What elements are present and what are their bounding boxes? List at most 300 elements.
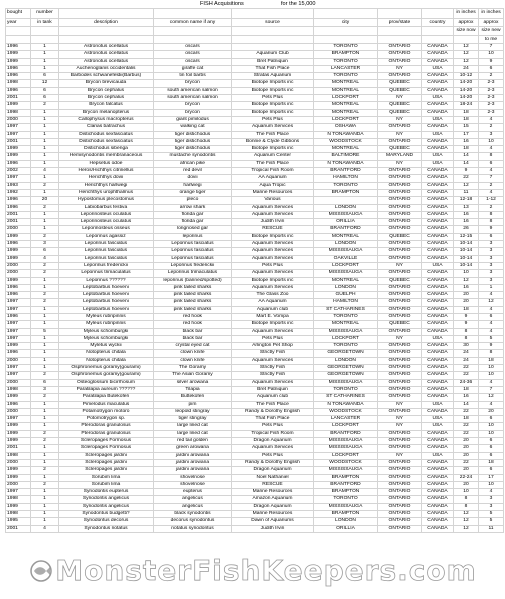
table-body [6, 44, 504, 533]
cell-description: Leporinosteus osseus [59, 226, 154, 233]
cell-country: USA [422, 423, 454, 430]
cell-year: 1996 [6, 204, 31, 211]
cell-country: CANADA [422, 146, 454, 153]
cell-description: Astronotus ocellatus [59, 51, 154, 58]
table-row [6, 51, 504, 58]
cell-size-now: 30 [454, 343, 479, 350]
cell-size-new: 6 [479, 160, 504, 167]
cell-country: CANADA [422, 51, 454, 58]
cell-common-name: red hook [154, 321, 232, 328]
cell-number-in-tank: 1 [31, 350, 59, 357]
cell-country: CANADA [422, 277, 454, 284]
cell-size-new: 4 [479, 116, 504, 123]
cell-description: Astronotus ocellatus [59, 44, 154, 51]
cell-number-in-tank: 2 [31, 299, 59, 306]
header-blank [232, 27, 314, 36]
cell-country: CANADA [422, 219, 454, 226]
cell-common-name: leopold stingray [154, 408, 232, 415]
cell-size-now: 12 [454, 511, 479, 518]
cell-size-new: 3 [479, 248, 504, 255]
cell-common-name: red devil [154, 168, 232, 175]
cell-country: CANADA [422, 168, 454, 175]
cell-prov-state: ONTARIO [378, 306, 422, 313]
cell-size-new: 5 [479, 335, 504, 342]
cell-number-in-tank: 2 [31, 481, 59, 488]
table-row [6, 241, 504, 248]
cell-prov-state: ONTARIO [378, 394, 422, 401]
cell-common-name: large lined cat [154, 430, 232, 437]
cell-common-name: dovii [154, 175, 232, 182]
cell-common-name: pim [154, 401, 232, 408]
col-size-now-label-3: size now [454, 27, 479, 36]
cell-city: HAMILTON [314, 299, 378, 306]
cell-description: Astronotus ocellatus [59, 58, 154, 65]
cell-description: Leporinus ?????? [59, 277, 154, 284]
table-row [6, 109, 504, 116]
cell-country: CANADA [422, 430, 454, 437]
cell-city: BRAMPTON [314, 51, 378, 58]
table-row [6, 102, 504, 109]
cell-description: Labiobarbus festiva [59, 204, 154, 211]
cell-country: CANADA [422, 233, 454, 240]
cell-description: Synodontis angelicus [59, 496, 154, 503]
cell-prov-state: ONTARIO [378, 313, 422, 320]
cell-city: MISSISSAUGA [314, 438, 378, 445]
cell-size-now: 16 [454, 394, 479, 401]
cell-year: 1999 [6, 102, 31, 109]
cell-city: LOCKPORT [314, 452, 378, 459]
cell-country: CANADA [422, 459, 454, 466]
cell-country: USA [422, 65, 454, 72]
table-row [6, 153, 504, 160]
cell-common-name: oscars [154, 51, 232, 58]
cell-description: Leporinus frederickii [59, 262, 154, 269]
cell-description: Hypostomus plecostomus [59, 197, 154, 204]
cell-year: 1997 [6, 335, 31, 342]
cell-size-now: 20 [454, 452, 479, 459]
table-row [6, 87, 504, 94]
cell-year: 1999 [6, 467, 31, 474]
header-blank [6, 35, 31, 44]
cell-number-in-tank: 4 [31, 255, 59, 262]
cell-source: Bret Patniquin [232, 386, 314, 393]
cell-size-new: 10 [479, 430, 504, 437]
cell-prov-state: ONTARIO [378, 481, 422, 488]
cell-size-now: 18 [454, 416, 479, 423]
cell-source: The Fish Place [232, 160, 314, 167]
cell-prov-state: ONTARIO [378, 255, 422, 262]
cell-country: USA [422, 153, 454, 160]
cell-city: LONDON [314, 204, 378, 211]
cell-description: Sorubim lima [59, 481, 154, 488]
cell-number-in-tank: 1 [31, 138, 59, 145]
cell-year: 1996 [6, 160, 31, 167]
cell-common-name: african pike [154, 160, 232, 167]
table-row [6, 335, 504, 342]
cell-number-in-tank: 1 [31, 277, 59, 284]
cell-common-name: walking cat [154, 124, 232, 131]
cell-size-now: 8 [454, 496, 479, 503]
col-year-label-2: year [6, 18, 31, 27]
table-row [6, 401, 504, 408]
cell-common-name: jardini arowana [154, 459, 232, 466]
cell-country: CANADA [422, 248, 454, 255]
watermark-text: MonsterFishKeepers.com [55, 554, 477, 587]
cell-year: 1997 [6, 365, 31, 372]
cell-number-in-tank: 1 [31, 124, 59, 131]
cell-description: Synodontus decorus [59, 518, 154, 525]
cell-year: 1996 [6, 350, 31, 357]
cell-city: ST CATHARINES [314, 394, 378, 401]
cell-source: Amazon Aquarium [232, 496, 314, 503]
cell-size-now: 9 [454, 321, 479, 328]
cell-size-now: 24 [454, 357, 479, 364]
cell-prov-state: ONTARIO [378, 299, 422, 306]
cell-number-in-tank: 2 [31, 182, 59, 189]
cell-size-new: 2 [479, 182, 504, 189]
cell-number-in-tank: 2 [31, 430, 59, 437]
cell-city: TORONTO [314, 313, 378, 320]
header-blank [154, 35, 232, 44]
cell-city: LOCKPORT [314, 95, 378, 102]
cell-size-new: 18 [479, 459, 504, 466]
table-row [6, 343, 504, 350]
cell-number-in-tank: 3 [31, 241, 59, 248]
cell-number-in-tank: 1 [31, 489, 59, 496]
cell-size-new: 4 [479, 321, 504, 328]
cell-year: 1999 [6, 394, 31, 401]
cell-size-now: 8 [454, 328, 479, 335]
col-size-new-label-4: to me [479, 35, 504, 44]
cell-prov-state: ONTARIO [378, 467, 422, 474]
cell-country: CANADA [422, 489, 454, 496]
cell-city: MONTREAL [314, 87, 378, 94]
cell-size-new: 12 [479, 394, 504, 401]
cell-year: 1998 [6, 80, 31, 87]
cell-number-in-tank: 4 [31, 168, 59, 175]
table-row [6, 416, 504, 423]
cell-source: Aquarium Center [232, 153, 314, 160]
cell-size-new: 4 [479, 401, 504, 408]
cell-country: CANADA [422, 328, 454, 335]
cell-number-in-tank: 6 [31, 248, 59, 255]
cell-source: Strictly Fish [232, 350, 314, 357]
table-row [6, 313, 504, 320]
cell-size-now: 18-24 [454, 102, 479, 109]
cell-number-in-tank: 1 [31, 357, 59, 364]
cell-common-name: notatus synodontus [154, 525, 232, 532]
cell-description: Osphronemus goramy(gourami) [59, 372, 154, 379]
cell-prov-state: ONTARIO [378, 138, 422, 145]
cell-prov-state: MARYLAND [378, 153, 422, 160]
cell-source: The Glass Zoo [232, 292, 314, 299]
table-row [6, 438, 504, 445]
cell-country: CANADA [422, 292, 454, 299]
cell-city: N TONAWANDA [314, 131, 378, 138]
cell-description: Leptobarbus hoeveni [59, 292, 154, 299]
cell-prov-state: NY [378, 423, 422, 430]
cell-country: CANADA [422, 379, 454, 386]
cell-size-now: 14 [454, 153, 479, 160]
header-blank [314, 27, 378, 36]
table-row [6, 299, 504, 306]
cell-number-in-tank: 2 [31, 372, 59, 379]
cell-common-name: tiger stingray [154, 416, 232, 423]
cell-prov-state: ONTARIO [378, 343, 422, 350]
cell-city: TORONTO [314, 44, 378, 51]
cell-size-new: 10 [479, 51, 504, 58]
cell-size-new: 3 [479, 496, 504, 503]
cell-city: MONTREAL [314, 80, 378, 87]
cell-source: Aquarium Services [232, 211, 314, 218]
cell-city: BRANTFORD [314, 226, 378, 233]
col-size-now-label-2: approx [454, 18, 479, 27]
table-row [6, 248, 504, 255]
cell-common-name: red tail golden [154, 438, 232, 445]
cell-city: MONTREAL [314, 146, 378, 153]
cell-description: Potomotrygon sp. [59, 416, 154, 423]
cell-prov-state: NY [378, 160, 422, 167]
cell-description: Brycon cephalus [59, 95, 154, 102]
cell-source: Tropical Fish Room [232, 430, 314, 437]
cell-prov-state: ONTARIO [378, 328, 422, 335]
cell-year: 1999 [6, 58, 31, 65]
cell-size-new: 4 [479, 146, 504, 153]
cell-year: 1996 [6, 401, 31, 408]
cell-size-now: 22 [454, 459, 479, 466]
cell-size-now: 12 [454, 51, 479, 58]
cell-prov-state: QUEBEC [378, 109, 422, 116]
cell-city: HAMILTON [314, 175, 378, 182]
cell-common-name: Leporinus fasciatus [154, 255, 232, 262]
cell-size-new: 7 [479, 386, 504, 393]
cell-country: CANADA [422, 394, 454, 401]
cell-prov-state: ONTARIO [378, 525, 422, 532]
cell-year: 2001 [6, 211, 31, 218]
cell-year: 2000 [6, 481, 31, 488]
cell-size-now: 10-14 [454, 255, 479, 262]
cell-source: That Fish Place [232, 416, 314, 423]
cell-common-name: arrow shark [154, 204, 232, 211]
cell-size-now: 9 [454, 313, 479, 320]
cell-number-in-tank: 6 [31, 73, 59, 80]
cell-year: 2001 [6, 95, 31, 102]
cell-size-new: 6 [479, 467, 504, 474]
cell-size-now: 26 [454, 226, 479, 233]
cell-common-name: clown knife [154, 350, 232, 357]
cell-description: Scleropages jardini [59, 452, 154, 459]
cell-prov-state: ONTARIO [378, 219, 422, 226]
cell-size-now: 10-14 [454, 241, 479, 248]
cell-source: That Fish Place [232, 65, 314, 72]
cell-size-new: 6 [479, 416, 504, 423]
cell-city: MONTREAL [314, 277, 378, 284]
cell-year: 1998 [6, 511, 31, 518]
cell-year: 1997 [6, 328, 31, 335]
cell-city: GEORGETOWN [314, 372, 378, 379]
cell-description: Distichodus sexfasciatus [59, 131, 154, 138]
cell-city: ORILLIA [314, 219, 378, 226]
cell-prov-state: ONTARIO [378, 58, 422, 65]
header-blank [314, 35, 378, 44]
cell-prov-state: QUEBEC [378, 87, 422, 94]
cell-year: 1999 [6, 343, 31, 350]
cell-size-new: 8 [479, 219, 504, 226]
cell-size-new: 6 [479, 445, 504, 452]
cell-common-name: pink tailed sharks [154, 306, 232, 313]
table-row [6, 204, 504, 211]
col-prov-label-1 [378, 9, 422, 19]
table-row [6, 481, 504, 488]
cell-prov-state: ONTARIO [378, 204, 422, 211]
cell-common-name: large lined cat [154, 423, 232, 430]
cell-prov-state: ONTARIO [378, 474, 422, 481]
cell-country: CANADA [422, 211, 454, 218]
cell-prov-state: ONTARIO [378, 489, 422, 496]
cell-source: Pets Plus [232, 423, 314, 430]
cell-number-in-tank: 2 [31, 204, 59, 211]
cell-size-now: 17 [454, 131, 479, 138]
table-row [6, 503, 504, 510]
cell-size-now: 24 [454, 65, 479, 72]
cell-description: Synodontus notatus [59, 525, 154, 532]
cell-number-in-tank: 1 [31, 313, 59, 320]
table-row [6, 496, 504, 503]
table-row [6, 146, 504, 153]
cell-city: LOCKPORT [314, 116, 378, 123]
cell-prov-state: ONTARIO [378, 241, 422, 248]
cell-common-name: oscars [154, 44, 232, 51]
cell-year: 2000 [6, 408, 31, 415]
cell-size-now: 22 [454, 408, 479, 415]
cell-prov-state: ONTARIO [378, 386, 422, 393]
cell-number-in-tank: 1 [31, 445, 59, 452]
cell-size-now: 14-20 [454, 87, 479, 94]
cell-country: CANADA [422, 518, 454, 525]
cell-city: BRAMPTON [314, 489, 378, 496]
cell-size-new: 1 [479, 284, 504, 291]
cell-number-in-tank: 1 [31, 58, 59, 65]
cell-source: Aquarium Services [232, 124, 314, 131]
cell-prov-state: ONTARIO [378, 292, 422, 299]
cell-year: 1999 [6, 248, 31, 255]
cell-country: CANADA [422, 80, 454, 87]
cell-common-name: angelicus [154, 503, 232, 510]
cell-description: Myleus rubripinnis [59, 313, 154, 320]
table-row [6, 394, 504, 401]
cell-description: Leporinosteus oculatus [59, 211, 154, 218]
cell-country: CANADA [422, 438, 454, 445]
cell-common-name: harlwegi [154, 182, 232, 189]
cell-year: 1999 [6, 233, 31, 240]
col-country-label-1 [422, 9, 454, 19]
cell-city: MISSISSAUGA [314, 270, 378, 277]
cell-prov-state: NY [378, 335, 422, 342]
cell-city: MONTREAL [314, 321, 378, 328]
table-row [6, 518, 504, 525]
cell-prov-state: ONTARIO [378, 211, 422, 218]
cell-prov-state: ONTARIO [378, 182, 422, 189]
cell-city: TORONTO [314, 58, 378, 65]
cell-description: Heros/Hichthys citrinellus [59, 168, 154, 175]
table-row [6, 233, 504, 240]
cell-number-in-tank: 1 [31, 153, 59, 160]
cell-number-in-tank: 2 [31, 438, 59, 445]
cell-country: CANADA [422, 321, 454, 328]
cell-city: MISSISSAUGA [314, 248, 378, 255]
cell-common-name: giant pimilodus [154, 116, 232, 123]
cell-size-new: 3 [479, 503, 504, 510]
cell-country: USA [422, 160, 454, 167]
cell-common-name: jardini arowana [154, 452, 232, 459]
cell-prov-state: ONTARIO [378, 284, 422, 291]
cell-source: AA Aquarium [232, 175, 314, 182]
cell-source: Pets Plus [232, 95, 314, 102]
cell-common-name: giraffe cat [154, 65, 232, 72]
cell-size-now: 16 [454, 138, 479, 145]
cell-city: WOODSTOCK [314, 138, 378, 145]
cell-size-new: 20 [479, 408, 504, 415]
cell-size-new: 3 [479, 255, 504, 262]
cell-description: Synodontis eupterus [59, 489, 154, 496]
table-row [6, 284, 504, 291]
cell-source: Various [232, 197, 314, 204]
cell-country: CANADA [422, 511, 454, 518]
cell-common-name: red hook [154, 313, 232, 320]
table-row [6, 80, 504, 87]
cell-country: CANADA [422, 386, 454, 393]
table-row [6, 306, 504, 313]
cell-common-name: shovelnose [154, 474, 232, 481]
cell-description: Pterodoras granulosus [59, 430, 154, 437]
cell-year: 1998 [6, 386, 31, 393]
cell-year: 2000 [6, 226, 31, 233]
cell-country: CANADA [422, 372, 454, 379]
cell-country: CANADA [422, 102, 454, 109]
col-size-new-label-3: size new [479, 27, 504, 36]
table-row [6, 467, 504, 474]
cell-size-now: 11 [454, 189, 479, 196]
cell-common-name: florida gar [154, 211, 232, 218]
cell-city: TORONTO [314, 182, 378, 189]
cell-size-now: 22-24 [454, 474, 479, 481]
cell-source: Tropical Fish Room [232, 168, 314, 175]
cell-source: Stratas Aquarium [232, 73, 314, 80]
cell-city: N TONAWANDA [314, 401, 378, 408]
cell-description: Myleus schomburgki [59, 335, 154, 342]
cell-number-in-tank: 6 [31, 87, 59, 94]
cell-number-in-tank: 5 [31, 328, 59, 335]
cell-source: Aqua Tropic [232, 182, 314, 189]
cell-source: Dragon Aquarium [232, 438, 314, 445]
cell-size-new: 4 [479, 189, 504, 196]
cell-number-in-tank: 1 [31, 401, 59, 408]
cell-number-in-tank: 1 [31, 219, 59, 226]
cell-source: Randy & Dorothy English [232, 408, 314, 415]
col-city-label-1 [314, 9, 378, 19]
cell-prov-state: NY [378, 95, 422, 102]
table-row [6, 270, 504, 277]
cell-city: N TONAWANDA [314, 160, 378, 167]
cell-prov-state: ONTARIO [378, 73, 422, 80]
cell-prov-state: ONTARIO [378, 503, 422, 510]
cell-prov-state: NY [378, 65, 422, 72]
header-blank [154, 27, 232, 36]
cell-year: 2002 [6, 168, 31, 175]
cell-size-now: 16 [454, 219, 479, 226]
cell-source: Marine Resources [232, 189, 314, 196]
cell-number-in-tank: 3 [31, 386, 59, 393]
